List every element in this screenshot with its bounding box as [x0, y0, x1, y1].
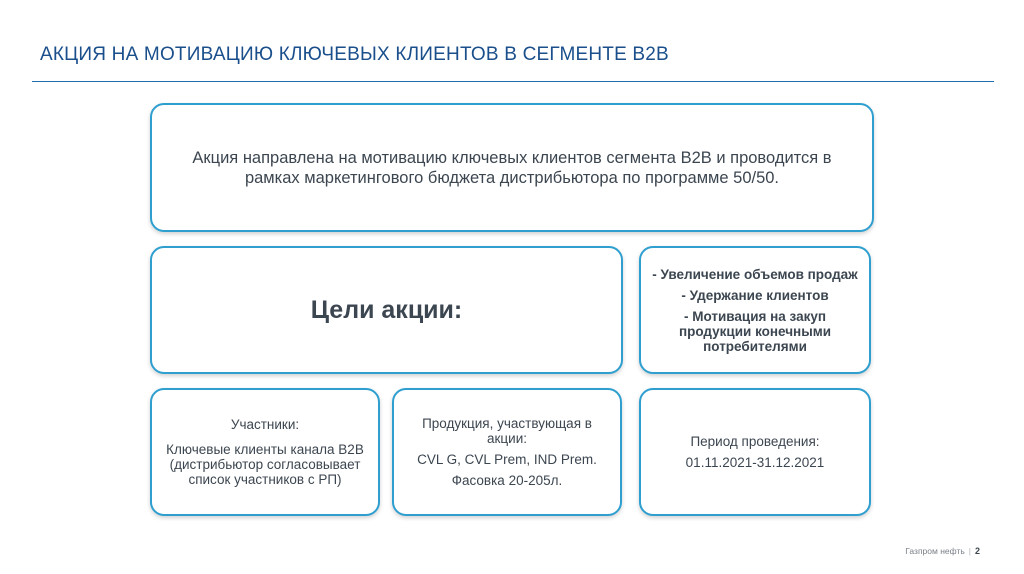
goals-label: Цели акции:: [310, 295, 463, 324]
goals-box: [150, 246, 623, 374]
goal-item: - Мотивация на закуп продукции конечными потребителями: [678, 308, 832, 354]
title-divider: [32, 81, 994, 82]
goal-item: - Удержание клиентов: [681, 287, 829, 303]
footer-company: Газпром нефть: [905, 546, 965, 556]
period-box: [639, 388, 871, 516]
slide-title: АКЦИЯ НА МОТИВАЦИЮ КЛЮЧЕВЫХ КЛИЕНТОВ В СЕГМЕНТЕ B2B: [40, 44, 669, 65]
products-line: Фасовка 20-205л.: [451, 473, 563, 488]
intro-box: [150, 103, 874, 232]
goals-list-box: [639, 246, 871, 374]
footer: [905, 546, 980, 556]
products-box: [392, 388, 622, 516]
products-line: CVL G, CVL Prem, IND Prem.: [417, 452, 597, 467]
products-heading: Продукция, участвующая в акции:: [422, 416, 592, 446]
page-number: 2: [974, 546, 980, 556]
participants-heading: Участники:: [230, 417, 300, 432]
participants-text: Ключевые клиенты канала B2B (дистрибьютор согласовывает список участников с РП): [166, 442, 364, 487]
goal-item: - Увеличение объемов продаж: [652, 266, 858, 282]
period-heading: Период проведения:: [690, 434, 820, 449]
intro-text: Акция направлена на мотивацию ключевых клиентов сегмента B2B и проводится в рамках маркетингового бюджета дистрибьютора по программе 50/50.: [192, 148, 832, 187]
footer-separator: |: [968, 546, 971, 556]
participants-box: [150, 388, 380, 516]
period-dates: 01.11.2021-31.12.2021: [685, 455, 825, 470]
